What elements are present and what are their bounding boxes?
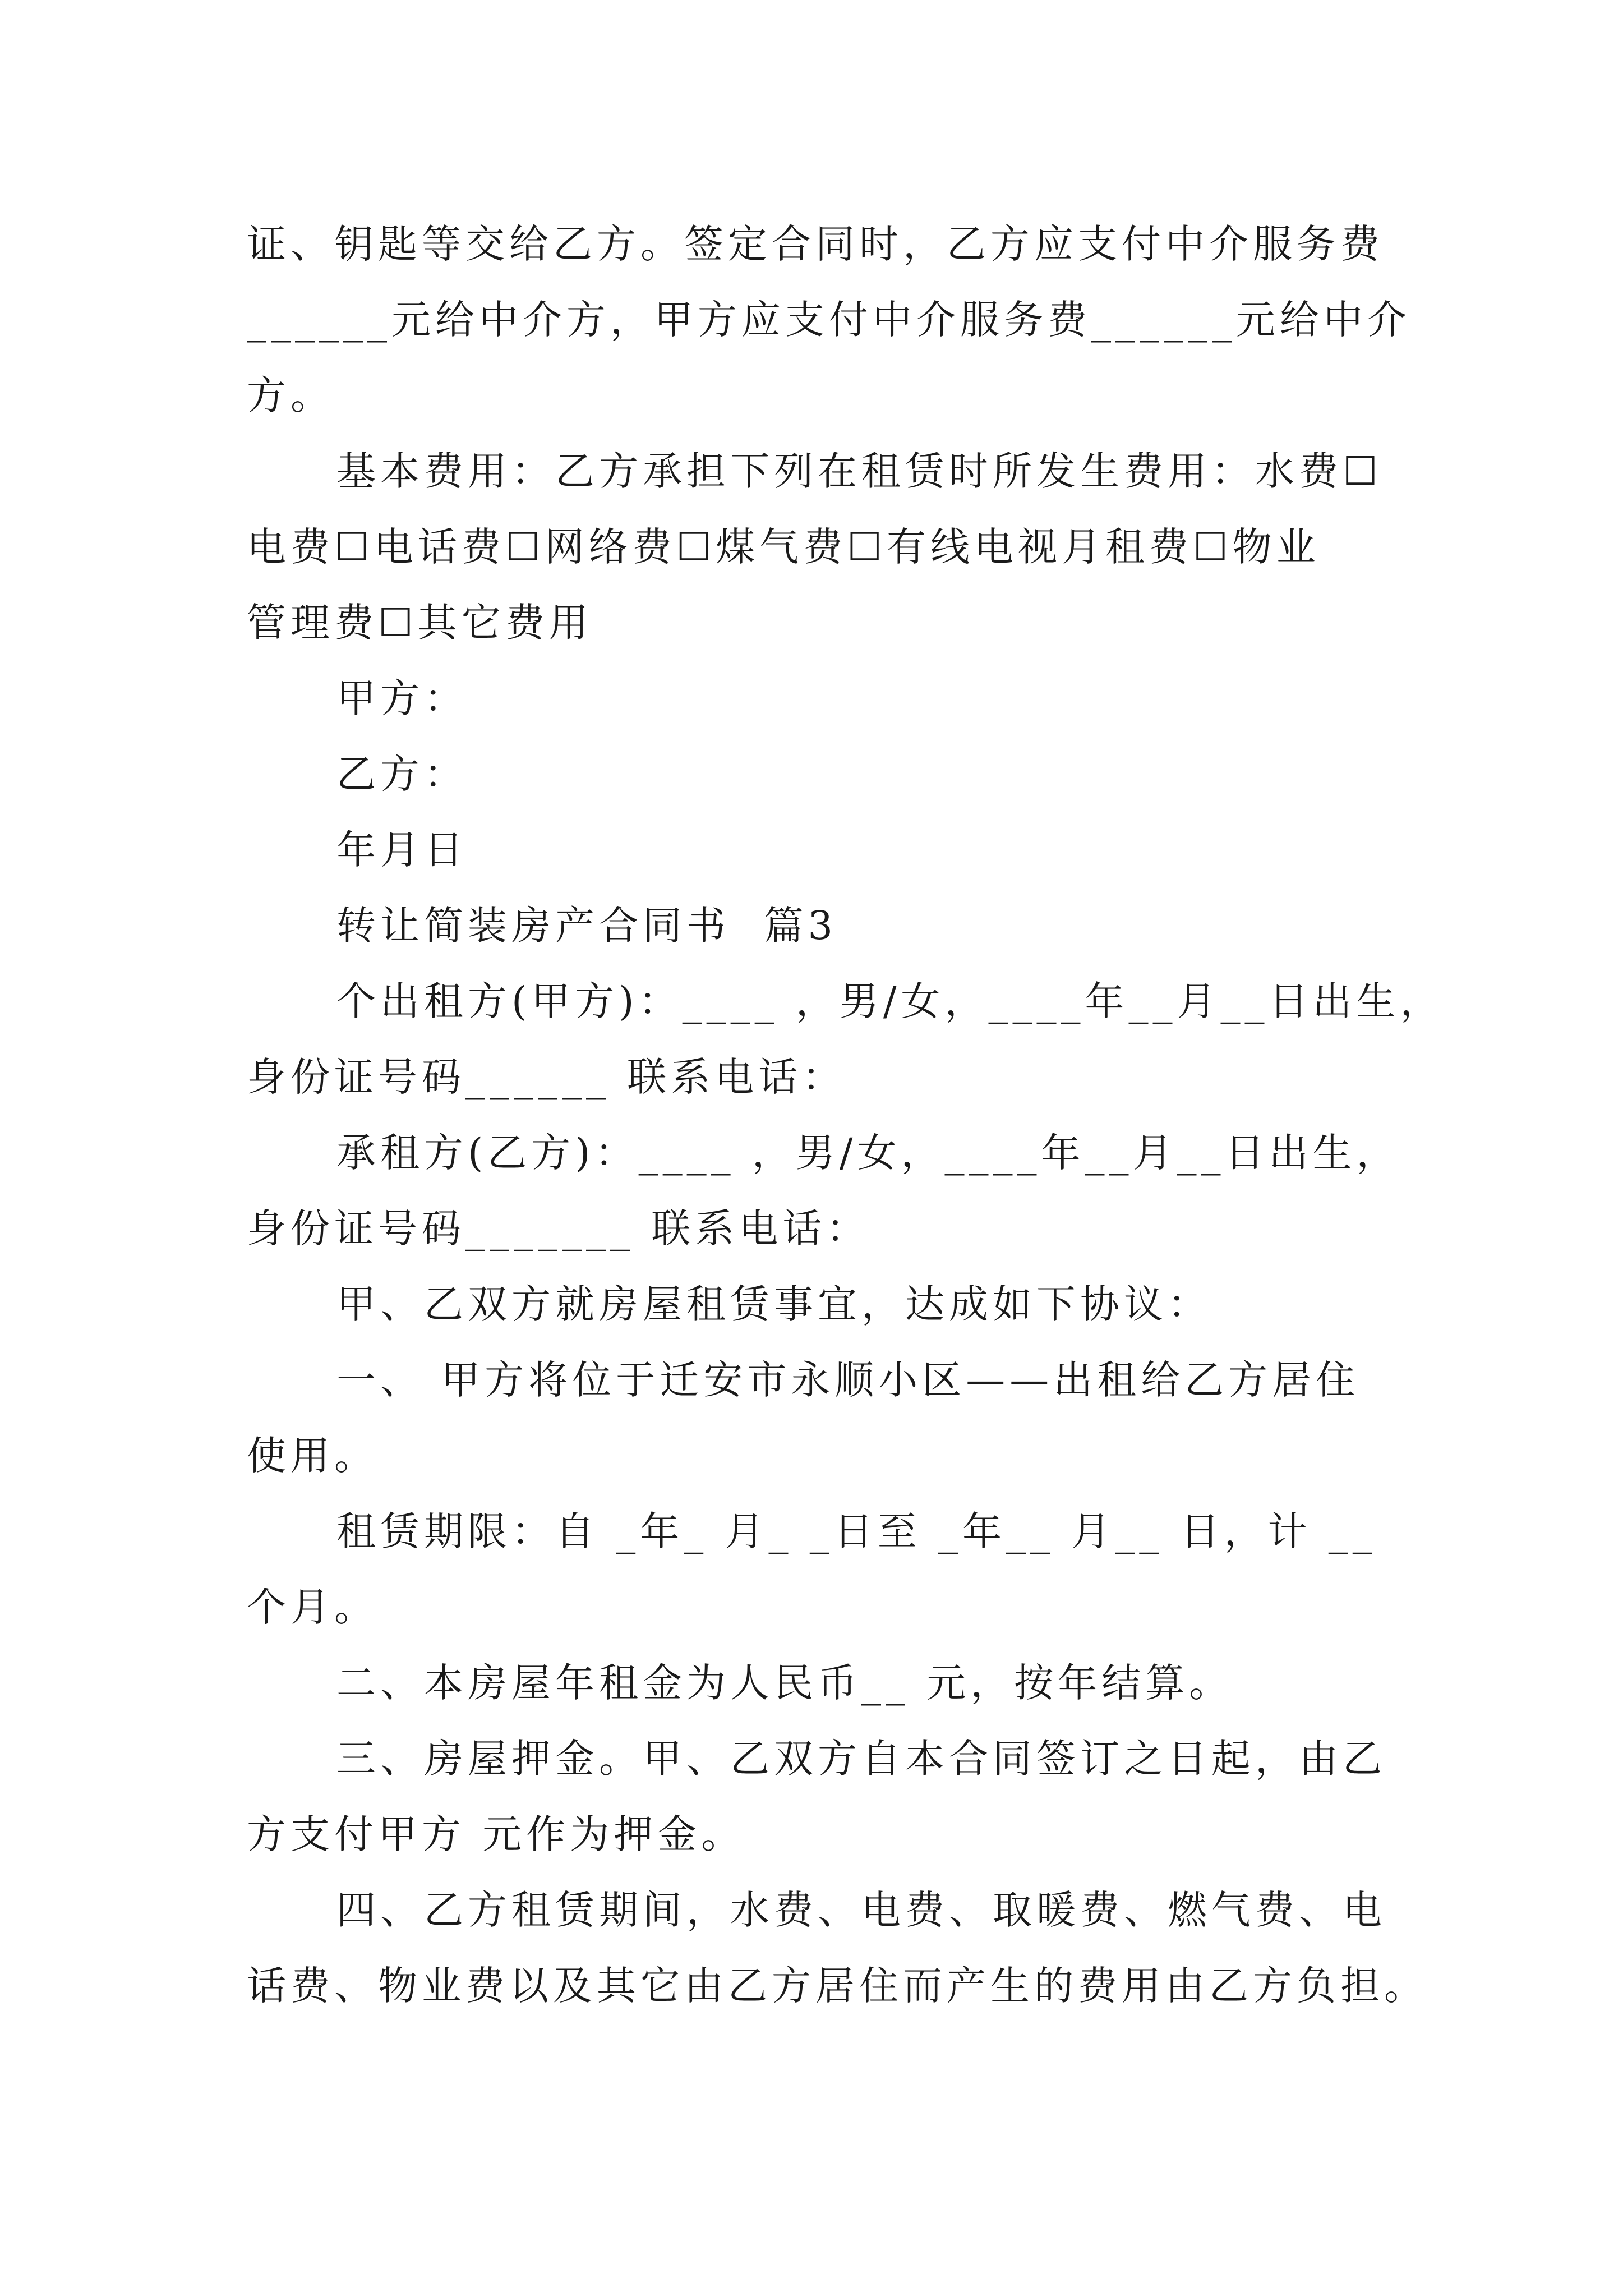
paragraph-line: 方。 [247, 372, 334, 418]
paragraph-line: 四、乙方租赁期间，水费、电费、取暖费、燃气费、电 [336, 1887, 1386, 1933]
paragraph-line: 方支付甲方 元作为押金。 [247, 1811, 745, 1857]
paragraph-line: 证、钥匙等交给乙方。签定合同时，乙方应支付中介服务费 [247, 221, 1384, 267]
paragraph-line: 承租方(乙方)：____ ，男/女，____年__月__日出生， [336, 1130, 1400, 1176]
paragraph-line: 二、本房屋年租金为人民币__ 元，按年结算。 [336, 1660, 1233, 1706]
paragraph-line: ______元给中介方，甲方应支付中介服务费______元给中介 [247, 297, 1411, 343]
paragraph-line: 话费、物业费以及其它由乙方居住而产生的费用由乙方负担。 [247, 1963, 1428, 2009]
signature-party-a: 甲方： [336, 675, 468, 721]
paragraph-line: 使用。 [247, 1433, 378, 1479]
paragraph-line: 个出租方(甲方)：____ ，男/女，____年__月__日出生， [336, 978, 1444, 1024]
section-heading: 转让简装房产合同书 篇3 [336, 903, 838, 949]
signature-party-b: 乙方： [336, 751, 468, 797]
paragraph-line: 身份证号码______ 联系电话： [247, 1054, 846, 1100]
paragraph-line: 管理费☐其它费用 [247, 600, 593, 646]
paragraph-line: 身份证号码_______ 联系电话： [247, 1205, 870, 1251]
paragraph-line: 基本费用：乙方承担下列在租赁时所发生费用：水费☐ [336, 448, 1382, 494]
paragraph-line: 电费☐电话费☐网络费☐煤气费☐有线电视月租费☐物业 [247, 524, 1320, 570]
paragraph-line: 个月。 [247, 1584, 378, 1630]
paragraph-line: 租赁期限：自 _年_ 月_ _日至 _年__ 月__ 日，计 __ [336, 1508, 1377, 1554]
signature-date: 年月日 [336, 827, 468, 873]
paragraph-line: 一、 甲方将位于迁安市永顺小区——出租给乙方居住 [336, 1357, 1360, 1403]
paragraph-line: 三、房屋押金。甲、乙双方自本合同签订之日起，由乙 [336, 1736, 1386, 1782]
paragraph-line: 甲、乙双方就房屋租赁事宜，达成如下协议： [336, 1281, 1211, 1327]
